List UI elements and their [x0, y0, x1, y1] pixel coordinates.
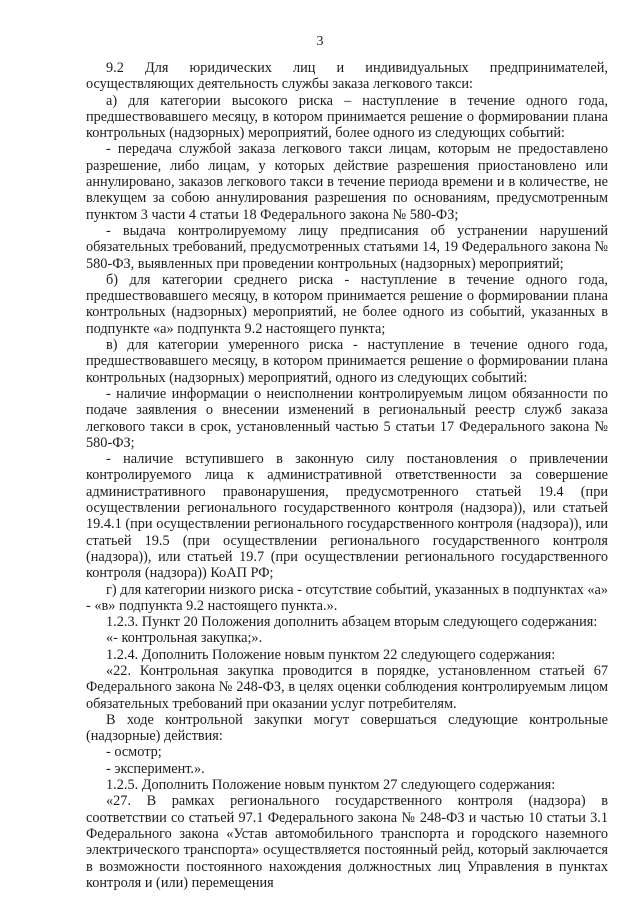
- paragraph: «22. Контрольная закупка проводится в порядке, установленном статьей 67 Федерального закона № 248-ФЗ, в целях оценки соблюдения контролируемым лицом обязательных требований при оказании услуг потребителям.: [86, 662, 608, 712]
- paragraph: в) для категории умеренного риска - наступление в течение одного года, предшествовавшего месяцу, в котором принимается решение о формировании плана контрольных (надзорных) мероприятий, одного из следующих событий:: [86, 337, 608, 386]
- paragraph: а) для категории высокого риска – наступление в течение одного года, предшествовавшего месяцу, в котором принимается решение о формировании плана контрольных (надзорных) мероприятий, более одного из следующих событий:: [86, 92, 608, 142]
- paragraph: В ходе контрольной закупки могут совершаться следующие контрольные (надзорные) действия:: [86, 711, 608, 745]
- paragraph: - выдача контролируемому лицу предписания об устранении нарушений обязательных требований, предусмотренных статьями 14, 19 Федерального закона № 580-ФЗ, выявленных при проведении контрольных (надзорных) мероприятий;: [86, 222, 608, 272]
- paragraph: - эксперимент.».: [106, 760, 205, 777]
- paragraph: б) для категории среднего риска - наступление в течение одного года, предшествовавшего месяцу, в котором принимается решение о формировании плана контрольных (надзорных) мероприятий, не более одного из событий, указанных в подпункте «а» подпункта 9.2 настоящего пункта;: [86, 271, 608, 337]
- paragraph: 1.2.5. Дополнить Положение новым пунктом 27 следующего содержания:: [106, 777, 556, 794]
- paragraph: - осмотр;: [106, 744, 162, 761]
- paragraph: 9.2 Для юридических лиц и индивидуальных предпринимателей, осуществляющих деятельность службы заказа легкового такси:: [86, 60, 608, 93]
- paragraph: «27. В рамках регионального государственного контроля (надзора) в соответствии со статьей 97.1 Федерального закона № 248-ФЗ и частью 10 статьи 3.1 Федерального закона «Устав автомобильного транспорта и городского наземного электрического транспорта» осуществляется постоянный рейд, который заключается в возможности постоянного нахождения должностных лиц Управления в пунктах контроля и (или) перемещения: [86, 793, 608, 891]
- paragraph: «- контрольная закупка;».: [106, 630, 263, 647]
- paragraph: г) для категории низкого риска - отсутствие событий, указанных в подпунктах «а» - «в» подпункта 9.2 настоящего пункта.».: [86, 581, 608, 614]
- paragraph: - передача службой заказа легкового такси лицам, которым не предоставлено разрешение, либо лицам, у которых действие разрешения приостановлено или аннулировано, заказов легкового такси в течение периода времени и в количестве, не влекущем за собою аннулирования разрешения по основаниям, предусмотренным пунктом 3 части 4 статьи 18 Федерального закона № 580-ФЗ;: [86, 141, 608, 223]
- page-number: 3: [316, 34, 324, 49]
- paragraph: - наличие информации о неисполнении контролируемым лицом обязанности по подаче заявления о внесении изменений в региональный реестр служб заказа легкового такси в срок, установленный частью 5 статьи 17 Федерального закона № 580-ФЗ;: [86, 385, 608, 451]
- document-body: [86, 60, 608, 891]
- paragraph: 1.2.4. Дополнить Положение новым пунктом 22 следующего содержания:: [106, 646, 556, 663]
- paragraph: 1.2.3. Пункт 20 Положения дополнить абзацем вторым следующего содержания:: [106, 614, 598, 631]
- paragraph: - наличие вступившего в законную силу постановления о привлечении контролируемого лица к административной ответственности за совершение административного правонарушения, предусмотренного статьей 19.4 (при осуществлении регионального государственного контроля (надзора)), или статьей 19.4.1 (при осуществлении регионального государственного контроля (надзора)), или статьей 19.5 (при осуществлении регионального государственного контроля (надзора)), или статьей 19.7 (при осуществлении регионального государственного контроля (надзора)) КоАП РФ;: [86, 451, 608, 582]
